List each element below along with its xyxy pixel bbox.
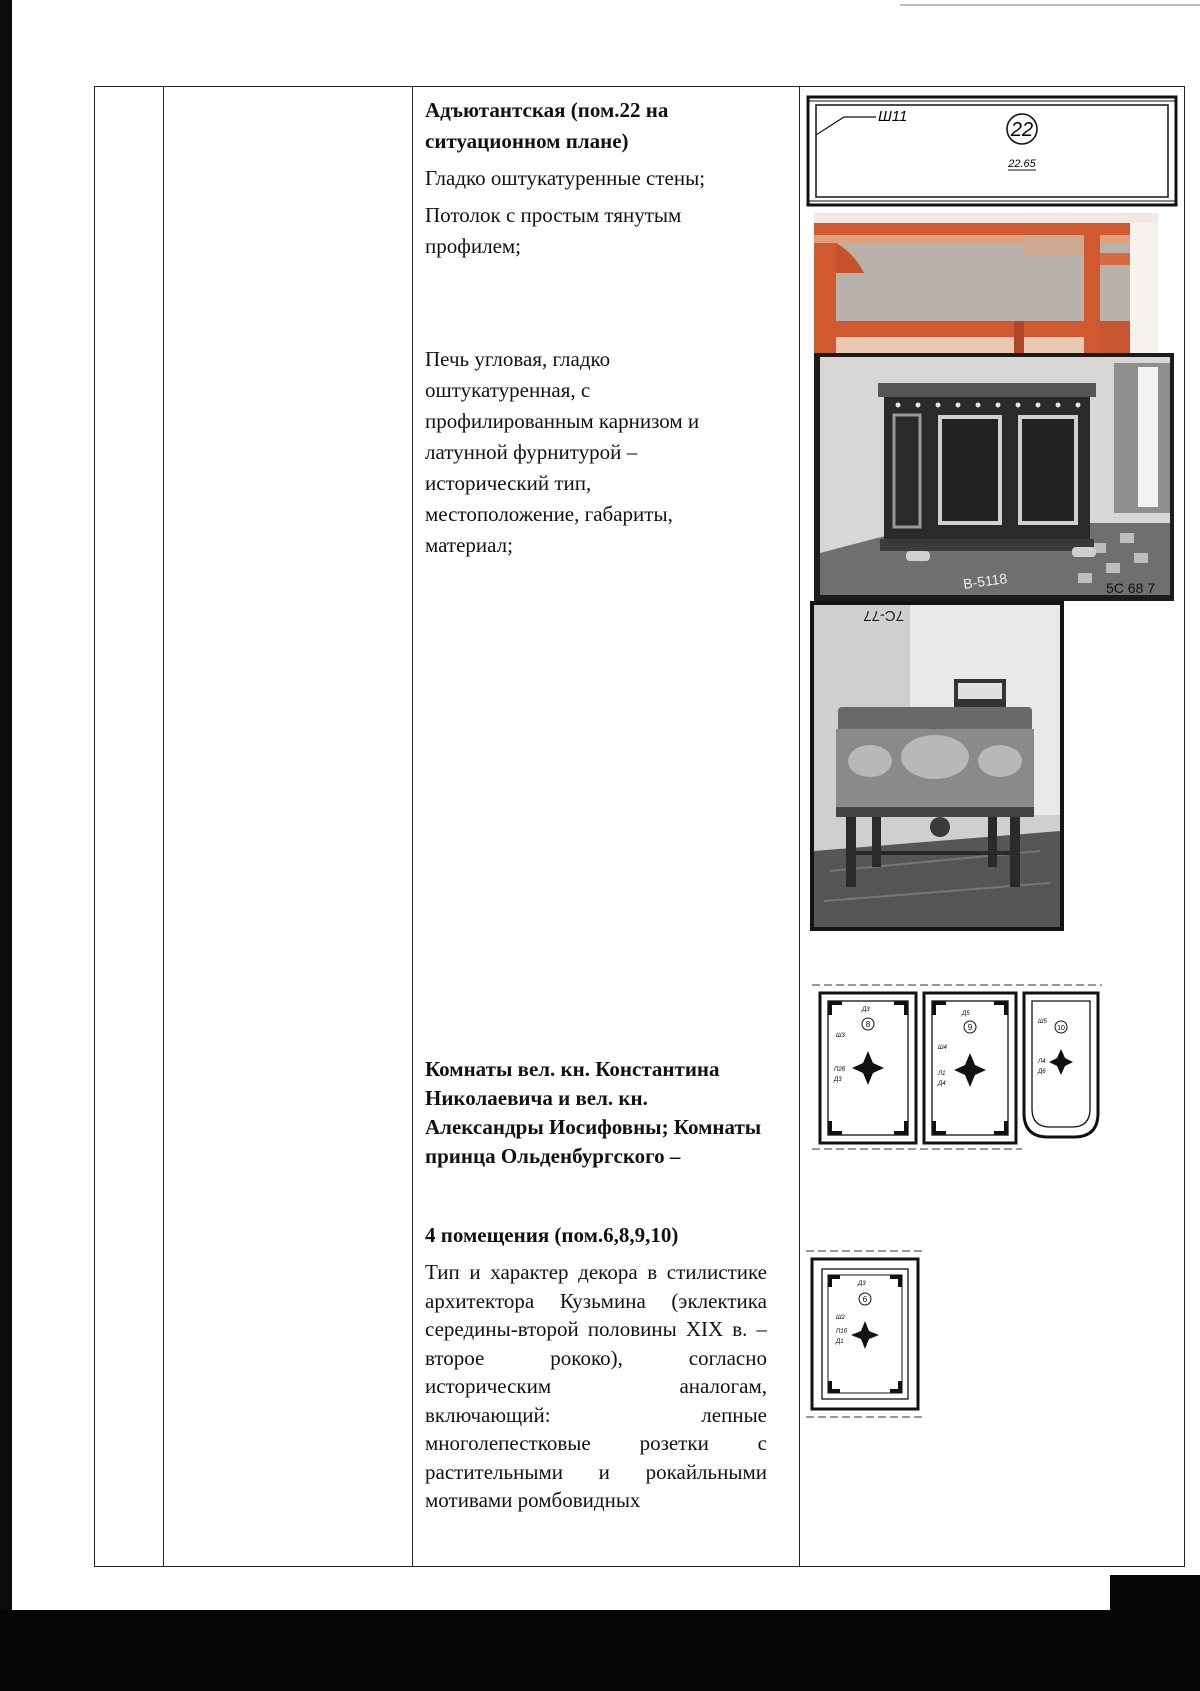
column-description — [413, 87, 800, 1567]
room10-label-1: Ш5 — [1038, 1019, 1047, 1025]
scan-bottom-band — [0, 1610, 1200, 1691]
room22-title: Адъютантская (пом.22 на ситуационном плане) — [425, 98, 669, 153]
room10-label-3: Д6 — [1038, 1069, 1046, 1075]
plan22-drawing — [804, 91, 1180, 211]
stove-photo-mark-right: 5С 68 7 — [1106, 580, 1156, 596]
room6-label-1: Д3 — [858, 1281, 866, 1287]
plan22-room-number: 22 — [1010, 119, 1034, 141]
room8-label-4: Д3 — [834, 1077, 842, 1083]
scan-edge-left — [0, 0, 12, 1610]
plan22-height-mark: 22.65 — [1008, 158, 1036, 170]
rooms-plan-bottom — [806, 1247, 924, 1422]
room6-label-2: Ш2 — [836, 1315, 845, 1321]
room10-label-2: Л4 — [1038, 1059, 1046, 1065]
room9-label-2: Ш4 — [938, 1045, 947, 1051]
rooms-plan-top-drawing — [812, 979, 1102, 1157]
room8-label-1: Д3 — [862, 1007, 870, 1013]
room8-label-2: Ш3 — [836, 1033, 845, 1039]
room9-number: 9 — [967, 1023, 973, 1032]
stove-photo-image — [814, 353, 1174, 601]
plan22-figure — [804, 91, 1180, 211]
room6-label-4: Д1 — [836, 1339, 844, 1345]
room8-label-3: П2б — [834, 1067, 846, 1073]
column-illustrations — [800, 87, 1185, 1567]
rooms-group-description: Тип и характер декора в стилистике архитектора Кузьмина (эклектика середины-второй половины XIX в. – второе рококо), согласно историческим аналогам, включающий: лепные многолепестковые розетки с растительными и рокайльными мотивами ромбовидных — [425, 1260, 767, 1512]
room22-ceiling: Потолок с простым тянутым профилем; — [425, 203, 682, 258]
room8-number: 8 — [865, 1020, 871, 1029]
scan-edge-top — [900, 4, 1200, 6]
chest-photo-image — [810, 601, 1064, 931]
room9-label-1: Д5 — [962, 1011, 970, 1017]
rooms-group-subtitle: 4 помещения (пом.6,8,9,10) — [425, 1223, 679, 1247]
room9-label-3: Л1 — [938, 1071, 946, 1077]
stove-photo-mark-left: В-5118 — [962, 569, 1009, 592]
rooms-plan-bottom-drawing — [806, 1247, 924, 1422]
ceiling-photo — [814, 213, 1158, 353]
room22-walls: Гладко оштукатуренные стены; — [425, 166, 706, 190]
plan22-wall-label: Ш11 — [878, 108, 908, 125]
column-name — [164, 87, 413, 1567]
document-table — [94, 86, 1185, 1567]
stove-photo — [814, 353, 1174, 601]
room22-stove: Печь угловая, гладко оштукатуренная, с профилированным карнизом и латунной фурнитурой – исторический тип, местоположение, габариты, материал; — [425, 347, 700, 557]
room6-number: 6 — [862, 1295, 868, 1304]
ceiling-photo-image — [814, 213, 1158, 353]
room10-number: 10 — [1057, 1025, 1065, 1032]
column-number — [95, 87, 164, 1567]
rooms-plan-top — [812, 979, 1102, 1157]
rooms-group-title: Комнаты вел. кн. Константина Николаевича и вел. кн. Александры Иосифовны; Комнаты принца Ольденбургского – — [425, 1057, 762, 1168]
room6-label-3: П1б — [836, 1329, 848, 1335]
room9-label-4: Д4 — [938, 1081, 946, 1087]
chest-photo-mark-top: 7С-77 — [863, 607, 904, 624]
chest-photo — [810, 601, 1064, 931]
table-row — [95, 87, 1185, 1567]
